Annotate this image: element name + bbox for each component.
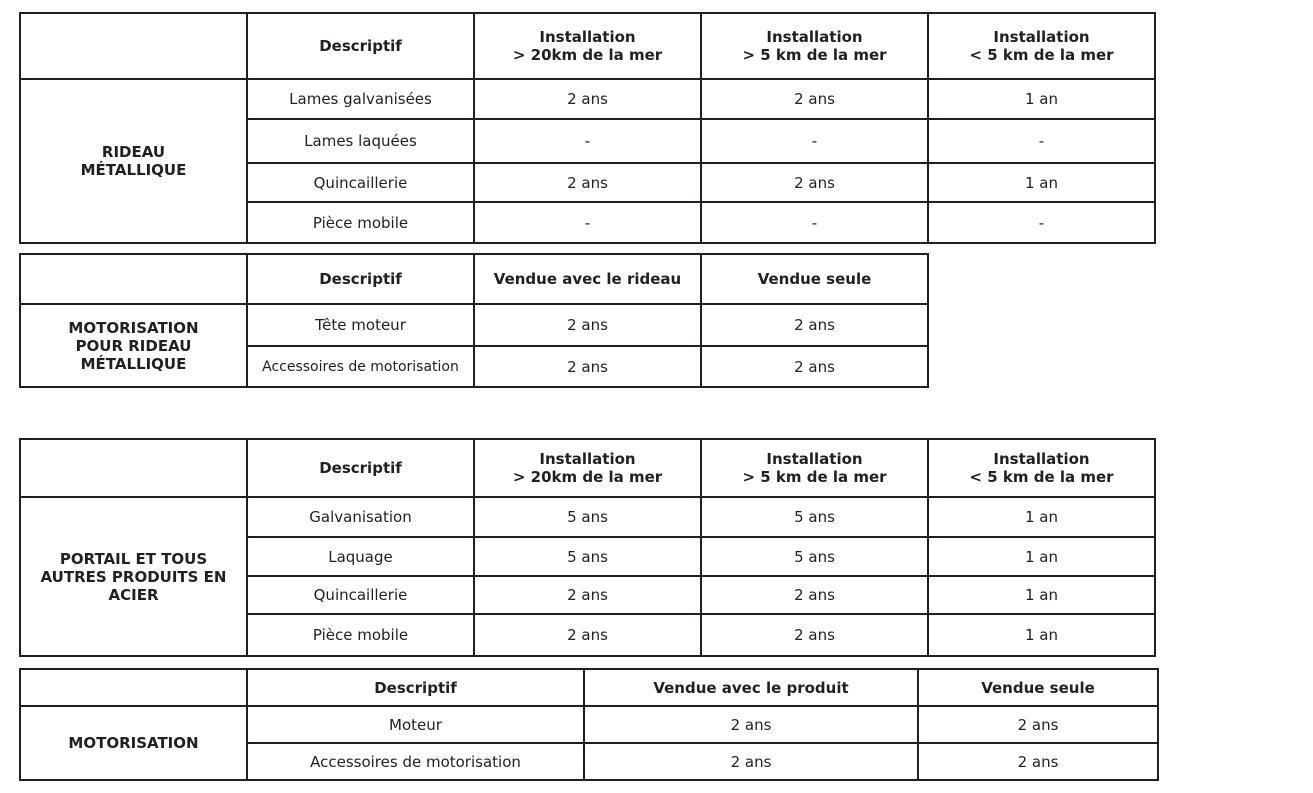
warranty-table-motorisation-rideau bbox=[19, 253, 929, 388]
row-label: Accessoires de motorisation bbox=[247, 743, 584, 780]
cell-value: - bbox=[474, 202, 701, 243]
row-label: Pièce mobile bbox=[247, 202, 474, 243]
category-cell bbox=[20, 304, 247, 387]
category-cell bbox=[20, 497, 247, 656]
row-label: Moteur bbox=[247, 706, 584, 743]
category-label: PORTAIL ET TOUS AUTRES PRODUITS EN ACIER bbox=[40, 549, 227, 604]
cell-value: 5 ans bbox=[474, 537, 701, 576]
header-descriptif: Descriptif bbox=[247, 669, 584, 706]
header-installation-over-5km bbox=[701, 13, 928, 79]
header-descriptif: Descriptif bbox=[247, 439, 474, 497]
header-vendue-seule: Vendue seule bbox=[918, 669, 1158, 706]
row-label: Accessoires de motorisation bbox=[247, 346, 474, 387]
row-label: Tête moteur bbox=[247, 304, 474, 346]
cell-value: 2 ans bbox=[474, 346, 701, 387]
cell-value: 2 ans bbox=[701, 576, 928, 614]
category-cell bbox=[20, 79, 247, 243]
cell-value: - bbox=[701, 202, 928, 243]
cell-value: 2 ans bbox=[918, 743, 1158, 780]
header-vendue-avec-produit: Vendue avec le produit bbox=[584, 669, 918, 706]
header-descriptif: Descriptif bbox=[247, 254, 474, 304]
cell-value: - bbox=[928, 202, 1155, 243]
warranty-table-rideau bbox=[19, 12, 1156, 244]
warranty-table-portail bbox=[19, 438, 1156, 657]
row-label: Laquage bbox=[247, 537, 474, 576]
row-label: Lames laquées bbox=[247, 119, 474, 163]
category-cell: MOTORISATION bbox=[20, 706, 247, 780]
cell-value: 2 ans bbox=[474, 304, 701, 346]
row-label: Quincaillerie bbox=[247, 163, 474, 202]
header-installation-under-5km bbox=[928, 439, 1155, 497]
row-label: Pièce mobile bbox=[247, 614, 474, 656]
cell-value: - bbox=[928, 119, 1155, 163]
cell-value: 2 ans bbox=[474, 79, 701, 119]
cell-value: 2 ans bbox=[584, 706, 918, 743]
cell-value: 5 ans bbox=[474, 497, 701, 537]
cell-value: 2 ans bbox=[701, 79, 928, 119]
header-vendue-avec-rideau: Vendue avec le rideau bbox=[474, 254, 701, 304]
cell-value: 1 an bbox=[928, 576, 1155, 614]
cell-value: 1 an bbox=[928, 537, 1155, 576]
cell-value: 1 an bbox=[928, 614, 1155, 656]
row-label: Lames galvanisées bbox=[247, 79, 474, 119]
row-label: Galvanisation bbox=[247, 497, 474, 537]
header-installation-under-5km bbox=[928, 13, 1155, 79]
warranty-table-motorisation bbox=[19, 668, 1159, 781]
cell-value: 5 ans bbox=[701, 537, 928, 576]
empty-corner-cell bbox=[20, 13, 247, 79]
empty-corner-cell bbox=[20, 254, 247, 304]
cell-value: 1 an bbox=[928, 497, 1155, 537]
header-text: Installation < 5 km de la mer bbox=[969, 28, 1114, 64]
header-installation-over-5km bbox=[701, 439, 928, 497]
cell-value: 2 ans bbox=[701, 614, 928, 656]
cell-value: 1 an bbox=[928, 163, 1155, 202]
header-text: Installation > 20km de la mer bbox=[512, 450, 663, 486]
header-installation-20km bbox=[474, 439, 701, 497]
cell-value: 2 ans bbox=[701, 304, 928, 346]
cell-value: - bbox=[701, 119, 928, 163]
header-text: Installation > 5 km de la mer bbox=[742, 28, 887, 64]
category-label: RIDEAU MÉTALLIQUE bbox=[80, 143, 187, 179]
header-text: Installation > 5 km de la mer bbox=[742, 450, 887, 486]
cell-value: 2 ans bbox=[701, 163, 928, 202]
cell-value: 5 ans bbox=[701, 497, 928, 537]
header-installation-20km bbox=[474, 13, 701, 79]
header-text: Installation > 20km de la mer bbox=[512, 28, 663, 64]
cell-value: 1 an bbox=[928, 79, 1155, 119]
header-descriptif: Descriptif bbox=[247, 13, 474, 79]
row-label: Quincaillerie bbox=[247, 576, 474, 614]
cell-value: 2 ans bbox=[474, 576, 701, 614]
header-vendue-seule: Vendue seule bbox=[701, 254, 928, 304]
cell-value: 2 ans bbox=[918, 706, 1158, 743]
empty-corner-cell bbox=[20, 669, 247, 706]
empty-corner-cell bbox=[20, 439, 247, 497]
cell-value: 2 ans bbox=[474, 614, 701, 656]
cell-value: - bbox=[474, 119, 701, 163]
category-label: MOTORISATION POUR RIDEAU MÉTALLIQUE bbox=[68, 318, 199, 373]
cell-value: 2 ans bbox=[584, 743, 918, 780]
header-text: Installation < 5 km de la mer bbox=[969, 450, 1114, 486]
cell-value: 2 ans bbox=[701, 346, 928, 387]
cell-value: 2 ans bbox=[474, 163, 701, 202]
